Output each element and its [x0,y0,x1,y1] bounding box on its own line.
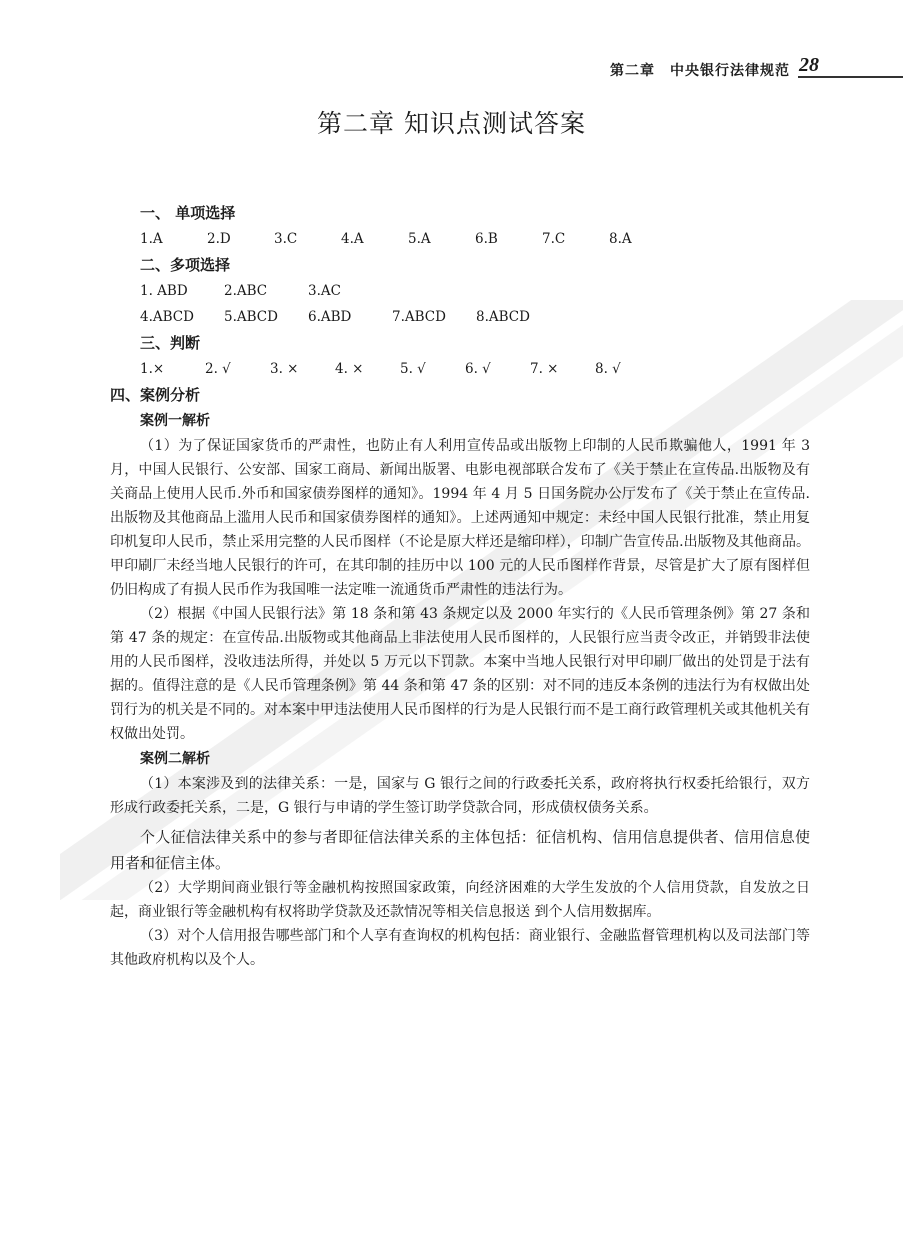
answer-item: 3.AC [308,283,341,299]
answer-item: 5. √ [400,361,426,377]
answer-item: 1. ABD [140,283,188,299]
answer-item: 8.ABCD [476,309,530,325]
answer-item: 4. × [335,361,364,377]
answer-item: 4.ABCD [140,309,194,325]
answer-item: 3. × [270,361,299,377]
multi-choice-answers-row1 [110,278,810,304]
answer-item: 8.A [609,231,632,247]
answer-item: 6. √ [465,361,491,377]
answer-item: 2.ABC [224,283,268,299]
answer-item: 1.× [140,361,165,377]
running-header [0,54,903,82]
header-rule [798,76,903,78]
answer-item: 7.C [542,231,566,247]
case2-heading: 案例二解析 [140,751,210,767]
answer-item: 7.ABCD [392,309,446,325]
case2-paragraph-3: （2）大学期间商业银行等金融机构按照国家政策，向经济困难的大学生发放的个人信用贷款，自发放之日起，商业银行等金融机构有权将助学贷款及还款情况等相关信息报送 到个人信用数据库。 [110,880,810,920]
answer-item: 3.C [274,231,298,247]
case-analysis-heading: 四、案例分析 [110,386,201,404]
case1-paragraph-2: （2）根据《中国人民银行法》第 18 条和第 43 条规定以及 2000 年实行的《人民币管理条例》第 27 条和第 47 条的规定：在宣传品.出版物或其他商品上非法使用人民币图样的，人民银行应当责令改正，并销毁非法使用的人民币图样，没收违法所得，并处以 5 万元以下罚款。本案中当地人民银行对甲印刷厂做出的处罚是于法有据的。值得注意的是《人民币管理条例》第 44 条和第 47 条的区别：对不同的违反本条例的违法行为有权做出处罚行为的机关是不同的。对本案中甲违法使用人民币图样的行为是人民银行而不是工商行政管理机关或其他机关有权做出处罚。 [110,606,810,742]
true-false-heading: 三、判断 [140,334,201,352]
answer-item: 7. × [530,361,559,377]
chapter-title: 第二章 知识点测试答案 [317,109,586,138]
case2-paragraph-2: 个人征信法律关系中的参与者即征信法律关系的主体包括：征信机构、信用信息提供者、信用信息使用者和征信主体。 [110,828,810,872]
answer-item: 6.ABD [308,309,352,325]
case1-paragraph-1: （1）为了保证国家货币的严肃性，也防止有人利用宣传品或出版物上印制的人民币欺骗他人，1991 年 3 月，中国人民银行、公安部、国家工商局、新闻出版署、电影电视部联合发布了《关于禁止在宣传品.出版物及有关商品上使用人民币.外币和国家债券图样的通知》。1994 年 4 月 5 日国务院办公厅发布了《关于禁止在宣传品.出版物及其他商品上滥用人民币和国家债券图样的通知》。上述两通知中规定：未经中国人民银行批准，禁止用复印机复印人民币，禁止采用完整的人民币图样（不论是原大样还是缩印样），印制广告宣传品.出版物及其他商品。甲印刷厂未经当地人民银行的许可，在其印制的挂历中以 100 元的人民币图样作背景，尽管是扩大了原有图样但仍旧构成了有损人民币作为我国唯一法定唯一流通货币严肃性的违法行为。 [110,438,810,598]
case2-paragraph-4: （3）对个人信用报告哪些部门和个人享有查询权的机构包括：商业银行、金融监督管理机构以及司法部门等其他政府机构以及个人。 [110,928,810,968]
answer-item: 5.ABCD [224,309,278,325]
answer-item: 4.A [341,231,364,247]
answer-item: 2. √ [205,361,231,377]
running-title: 第二章 中央银行法律规范 [610,63,790,79]
answer-item: 5.A [408,231,431,247]
single-choice-heading: 一、 单项选择 [140,204,236,222]
multi-choice-answers-row2 [110,304,810,330]
case1-heading: 案例一解析 [140,413,210,429]
answer-content [110,200,810,972]
true-false-answers [110,356,810,382]
multi-choice-heading: 二、多项选择 [140,256,231,274]
answer-item: 1.A [140,231,163,247]
answer-item: 8. √ [595,361,621,377]
answer-item: 6.B [475,231,498,247]
single-choice-answers [110,226,810,252]
case2-paragraph-1: （1）本案涉及到的法律关系：一是，国家与 G 银行之间的行政委托关系，政府将执行权委托给银行，双方形成行政委托关系，二是，G 银行与申请的学生签订助学贷款合同，形成债权债务关系。 [110,776,810,816]
page-number: 28 [799,54,819,76]
answer-item: 2.D [207,231,231,247]
